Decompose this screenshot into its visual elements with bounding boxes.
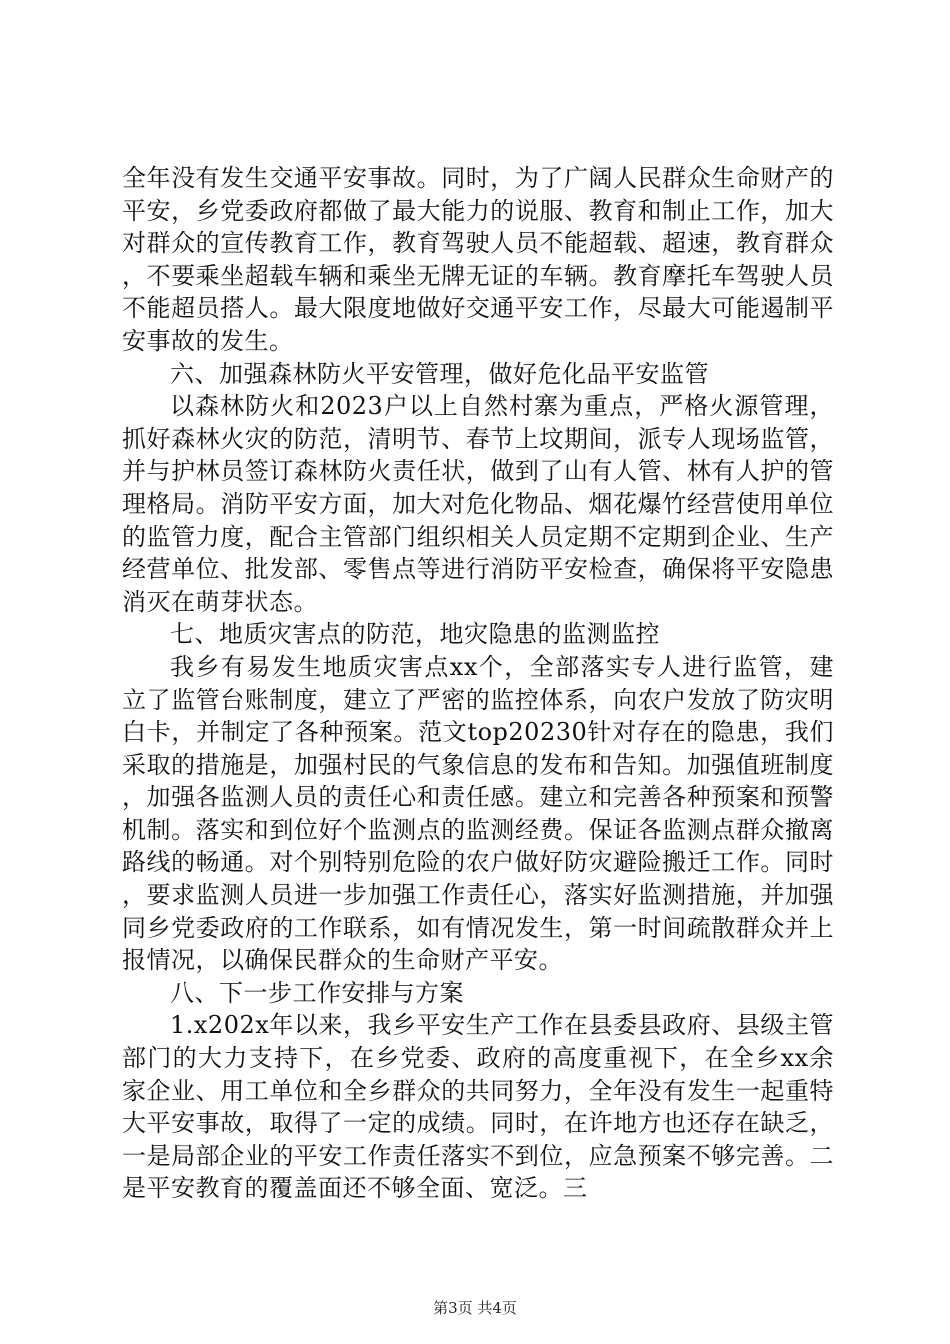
paragraph-geological-hazards: 我乡有易发生地质灾害点xx个，全部落实专人进行监管，建立了监管台账制度，建立了严密的监控体系，向农户发放了防灾明白卡，并制定了各种预案。范文top20230针对存在的隐患，我们采取的措施是，加强村民的气象信息的发布和告知。加强值班制度，加强各监测人员的责任心和责任感。建立和完善各种预案和预警机制。落实和到位好个监测点的监测经费。保证各监测点群众撤离路线的畅通。对个别特别危险的农户做好防灾避险搬迁工作。同时，要求监测人员进一步加强工作责任心，落实好监测措施，并加强同乡党委政府的工作联系，如有情况发生，第一时间疏散群众并上报情况，以确保民群众的生命财产平安。 [122, 652, 834, 975]
document-body [122, 162, 834, 1205]
page-footer [0, 1298, 950, 1318]
paragraph-forest-fire: 以森林防火和2023户以上自然村寨为重点，严格火源管理，抓好森林火灾的防范，清明节、春节上坟期间，派专人现场监管，并与护林员签订森林防火责任状，做到了山有人管、林有人护的管理格局。消防平安方面，加大对危化物品、烟花爆竹经营使用单位的监管力度，配合主管部门组织相关人员定期不定期到企业、生产经营单位、批发部、零售点等进行消防平安检查，确保将平安隐患消灭在萌芽状态。 [122, 392, 834, 616]
section-heading-geological-hazards: 七、地质灾害点的防范，地灾隐患的监测监控 [170, 620, 660, 649]
paragraph-traffic-safety-continued: 全年没有发生交通平安事故。同时，为了广阔人民群众生命财产的平安，乡党委政府都做了最大能力的说服、教育和制止工作，加大对群众的宣传教育工作，教育驾驶人员不能超载、超速，教育群众，不要乘坐超载车辆和乘坐无牌无证的车辆。教育摩托车驾驶人员不能超员搭人。最大限度地做好交通平安工作，尽最大可能遏制平安事故的发生。 [122, 164, 834, 355]
page-number-label: 第3页 共4页 [433, 1299, 517, 1317]
section-heading-forest-fire: 六、加强森林防火平安管理，做好危化品平安监管 [170, 359, 709, 388]
paragraph-next-steps: 1.x202x年以来，我乡平安生产工作在县委县政府、县级主管部门的大力支持下，在乡党委、政府的高度重视下，在全乡xx余家企业、用工单位和全乡群众的共同努力，全年没有发生一起重特大平安事故，取得了一定的成绩。同时，在许地方也还存在缺乏，一是局部企业的平安工作责任落实不到位，应急预案不够完善。二是平安教育的覆盖面还不够全面、宽泛。三 [122, 1011, 834, 1203]
section-heading-next-steps: 八、下一步工作安排与方案 [170, 978, 464, 1007]
